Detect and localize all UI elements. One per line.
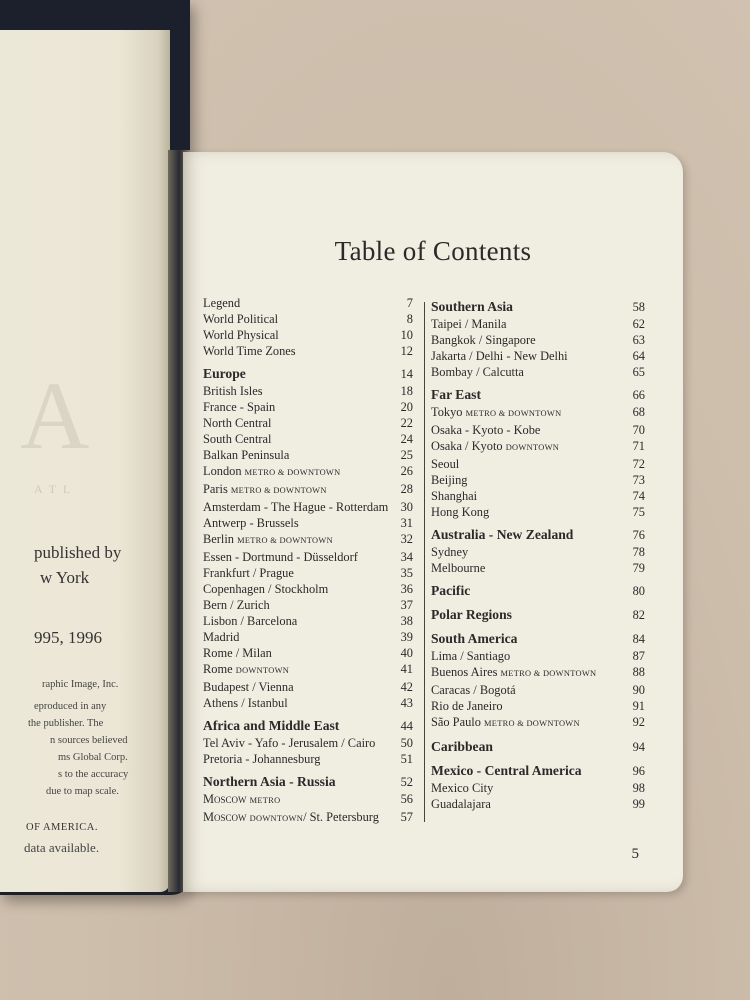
toc-entry-title [431, 630, 517, 648]
toc-entry [203, 791, 413, 809]
toc-entry-title [203, 383, 263, 399]
toc-page-number: 58 [632, 300, 645, 314]
toc-entry [431, 698, 645, 714]
toc-entry [431, 796, 645, 812]
toc-section-header [431, 582, 645, 600]
toc-entry-label: Guadalajara [431, 797, 491, 811]
toc-entry [431, 682, 645, 698]
toc-entry [431, 332, 645, 348]
toc-page-number: 20 [400, 400, 413, 414]
toc-entry [203, 661, 413, 679]
toc-entry-label: Europe [203, 366, 246, 381]
toc-page-number: 34 [400, 550, 413, 564]
toc-entry-title [203, 415, 271, 431]
page-title: Table of Contents [334, 236, 532, 266]
toc-entry [431, 504, 645, 520]
toc-entry-title [203, 463, 341, 481]
toc-page-number: 30 [400, 500, 413, 514]
left-fragment: published by [34, 543, 122, 562]
toc-entry-title [203, 695, 288, 711]
toc-entry-title [203, 717, 339, 735]
toc-entry [431, 404, 645, 422]
toc-column-right [431, 295, 645, 812]
toc-entry [203, 327, 413, 343]
left-fragment: data available. [24, 840, 100, 855]
toc-page-number: 82 [632, 608, 645, 622]
toc-entry [203, 809, 413, 827]
toc-entry-label: South Central [203, 432, 272, 446]
toc-entry [203, 399, 413, 415]
toc-entry-label: British Isles [203, 384, 263, 398]
toc-page-number: 92 [632, 715, 645, 729]
toc-entry-label: Jakarta / Delhi - New Delhi [431, 349, 568, 363]
toc-page-number: 7 [406, 296, 413, 310]
toc-entry-title [431, 348, 568, 364]
toc-entry [203, 295, 413, 311]
toc-entry-label: Moscow [203, 810, 247, 824]
toc-page-number: 91 [632, 699, 645, 713]
toc-entry-title [431, 762, 582, 780]
toc-page-number: 72 [632, 457, 645, 471]
toc-entry-label: Far East [431, 387, 481, 402]
toc-page-number: 41 [400, 662, 413, 676]
toc-entry-title [431, 364, 524, 380]
right-page [183, 152, 683, 892]
toc-entry [431, 438, 645, 456]
left-fragment: s to the accuracy [58, 769, 129, 780]
toc-section-header [431, 386, 645, 404]
left-fragment: raphic Image, Inc. [42, 679, 119, 690]
left-fragment: n sources believed [50, 735, 128, 746]
toc-section-header [431, 630, 645, 648]
toc-entry-title [431, 504, 489, 520]
toc-entry-title [203, 809, 379, 827]
toc-entry-title [431, 332, 536, 348]
toc-entry-title [203, 629, 239, 645]
toc-page-number: 88 [632, 665, 645, 679]
toc-page-number: 28 [400, 482, 413, 496]
toc-section-header [203, 365, 413, 383]
page-number: 5 [631, 846, 639, 862]
toc-entry-title [203, 327, 279, 343]
toc-page-number: 90 [632, 683, 645, 697]
toc-entry-title [203, 531, 333, 549]
toc-entry-label: South America [431, 631, 518, 646]
toc-entry-label: Bangkok / Singapore [431, 333, 536, 347]
toc-entry [431, 780, 645, 796]
toc-entry [203, 679, 413, 695]
toc-entry-title [431, 422, 540, 438]
toc-entry [203, 735, 413, 751]
toc-section-header [431, 738, 645, 756]
left-fragment: eproduced in any [34, 701, 107, 712]
toc-entry-label: World Physical [203, 328, 279, 342]
toc-entry-label: Australia - New Zealand [431, 527, 574, 542]
toc-entry [203, 463, 413, 481]
toc-entry [203, 629, 413, 645]
toc-entry-label: São Paulo [431, 715, 481, 729]
toc-entry-title [203, 399, 275, 415]
toc-entry [203, 447, 413, 463]
toc-page-number: 25 [400, 448, 413, 462]
toc-entry-label: Tel Aviv - Yafo - Jerusalem / Cairo [203, 736, 376, 750]
toc-page-number: 52 [400, 775, 413, 789]
left-fragment: w York [40, 568, 90, 587]
toc-entry-label: Taipei / Manila [431, 317, 507, 331]
toc-entry-title [431, 438, 559, 456]
toc-entry-title [431, 738, 493, 756]
toc-entry-label: Tokyo [431, 405, 463, 419]
toc-page-number: 26 [400, 464, 413, 478]
toc-page-number: 65 [632, 365, 645, 379]
toc-entry-label: Legend [203, 296, 241, 310]
toc-section-header [203, 717, 413, 735]
toc-section-header [431, 606, 645, 624]
toc-page-number: 76 [632, 528, 645, 542]
toc-entry-title [431, 456, 459, 472]
toc-page-number: 36 [400, 582, 413, 596]
toc-entry-title [431, 698, 503, 714]
toc-entry-title [203, 613, 297, 629]
toc-entry-qualifier: METRO & DOWNTOWN [500, 669, 597, 678]
toc-entry [431, 456, 645, 472]
toc-entry-label: World Political [203, 312, 279, 326]
toc-entry-label: Budapest / Vienna [203, 680, 294, 694]
toc-section-header [431, 298, 645, 316]
toc-page-number: 22 [400, 416, 413, 430]
toc-page-number: 71 [632, 439, 645, 453]
toc-entry-label: Rome / Milan [203, 646, 272, 660]
toc-entry-title [431, 544, 468, 560]
toc-page-number: 74 [632, 489, 645, 503]
toc-entry-title [203, 661, 289, 679]
toc-entry [431, 364, 645, 380]
toc-entry-label: Mexico City [431, 781, 494, 795]
toc-entry-label: Pacific [431, 583, 471, 598]
toc-page-number: 18 [400, 384, 413, 398]
left-fragment: the publisher. The [28, 718, 104, 729]
toc-entry-title [203, 581, 328, 597]
toc-page-number: 12 [400, 344, 413, 358]
toc-entry-title [203, 791, 280, 809]
toc-page-number: 78 [632, 545, 645, 559]
toc-entry-label: Balkan Peninsula [203, 448, 290, 462]
toc-page-number: 96 [632, 764, 645, 778]
toc-entry-title [431, 796, 491, 812]
toc-entry [431, 422, 645, 438]
toc-section-header [203, 773, 413, 791]
toc-entry [203, 415, 413, 431]
toc-entry-label: Africa and Middle East [203, 718, 340, 733]
toc-entry-label: Rome [203, 662, 233, 676]
toc-entry-title [203, 311, 278, 327]
toc-entry-title [431, 316, 507, 332]
toc-entry [431, 560, 645, 576]
toc-entry-label: Copenhagen / Stockholm [203, 582, 329, 596]
toc-entry [203, 581, 413, 597]
toc-entry-label: Hong Kong [431, 505, 490, 519]
toc-entry [431, 648, 645, 664]
toc-page-number: 98 [632, 781, 645, 795]
toc-entry-label: Polar Regions [431, 607, 512, 622]
toc-entry-title [203, 679, 294, 695]
toc-entry [203, 515, 413, 531]
toc-entry-title [431, 648, 510, 664]
toc-entry-label: Essen - Dortmund - Düsseldorf [203, 550, 358, 564]
toc-entry-label: Caribbean [431, 739, 493, 754]
toc-entry-label: Rio de Janeiro [431, 699, 503, 713]
toc-page-number: 38 [400, 614, 413, 628]
toc-page-number: 57 [400, 810, 413, 824]
toc-page-number: 51 [400, 752, 413, 766]
toc-entry-title [203, 773, 336, 791]
toc-entry-title [203, 735, 375, 751]
toc-entry [203, 565, 413, 581]
toc-page-number: 42 [400, 680, 413, 694]
toc-entry-title [431, 560, 485, 576]
toc-entry-qualifier: METRO [249, 796, 281, 805]
toc-section-header [431, 526, 645, 544]
toc-entry-label: London [203, 464, 242, 478]
toc-entry-qualifier: DOWNTOWN [235, 666, 290, 675]
toc-page-number: 37 [400, 598, 413, 612]
toc-entry-title [203, 365, 246, 383]
toc-page-number: 56 [400, 792, 413, 806]
toc-entry-title [431, 582, 470, 600]
toc-entry-title [431, 780, 493, 796]
toc-entry-title [203, 515, 299, 531]
toc-entry-title [431, 298, 513, 316]
toc-entry [203, 431, 413, 447]
toc-entry-title [203, 645, 272, 661]
toc-entry [431, 714, 645, 732]
toc-entry [203, 597, 413, 613]
toc-entry-label: Melbourne [431, 561, 486, 575]
toc-entry-title [431, 488, 477, 504]
toc-entry [203, 499, 413, 515]
toc-page-number: 24 [400, 432, 413, 446]
toc-page-number: 87 [632, 649, 645, 663]
toc-page-number: 32 [400, 532, 413, 546]
toc-page-number: 75 [632, 505, 645, 519]
toc-entry-label: World Time Zones [203, 344, 296, 358]
toc-page-number: 8 [406, 312, 413, 326]
toc-entry-label: Seoul [431, 457, 460, 471]
toc-entry-label: Buenos Aires [431, 665, 498, 679]
toc-page-number: 62 [632, 317, 645, 331]
toc-entry [203, 695, 413, 711]
toc-page-number: 64 [632, 349, 645, 363]
toc-entry-label: Southern Asia [431, 299, 513, 314]
toc-entry-label: Caracas / Bogotá [431, 683, 516, 697]
toc-entry [203, 481, 413, 499]
left-fragment: ms Global Corp. [58, 752, 128, 763]
toc-entry-label: Northern Asia - Russia [203, 774, 336, 789]
toc-page-number: 80 [632, 584, 645, 598]
toc-entry-title [431, 714, 580, 732]
toc-entry-title [203, 499, 388, 515]
toc-page-number: 50 [400, 736, 413, 750]
toc-entry-title [431, 682, 516, 698]
toc-entry [203, 531, 413, 549]
toc-entry-title [431, 472, 467, 488]
toc-entry [431, 664, 645, 682]
toc-page-number: 70 [632, 423, 645, 437]
toc-entry [203, 549, 413, 565]
bleed-through-text: A T L [34, 482, 73, 496]
toc-entry [203, 645, 413, 661]
toc-page-number: 79 [632, 561, 645, 575]
toc-page-number: 94 [632, 740, 645, 754]
toc-entry-qualifier: METRO & DOWNTOWN [465, 409, 562, 418]
toc-entry-title [203, 751, 320, 767]
toc-entry-title [431, 404, 561, 422]
toc-entry-title [203, 343, 296, 359]
toc-entry [203, 343, 413, 359]
toc-page-number: 40 [400, 646, 413, 660]
toc-entry-label: Lima / Santiago [431, 649, 511, 663]
toc-entry-label: Mexico - Central America [431, 763, 582, 778]
toc-entry-label: Bern / Zurich [203, 598, 270, 612]
toc-entry-qualifier: METRO & DOWNTOWN [237, 536, 333, 545]
toc-page-number: 66 [632, 388, 645, 402]
toc-entry-qualifier: DOWNTOWN [249, 814, 304, 823]
left-fragment: due to map scale. [46, 786, 119, 797]
toc-entry-title [431, 386, 481, 404]
toc-entry-label: Antwerp - Brussels [203, 516, 299, 530]
toc-entry-label: Amsterdam - The Hague - Rotterdam [203, 500, 389, 514]
toc-entry [431, 316, 645, 332]
toc-entry-label: Pretoria - Johannesburg [203, 752, 321, 766]
toc-entry-label: Osaka - Kyoto - Kobe [431, 423, 541, 437]
toc-entry-title [203, 431, 272, 447]
toc-entry-label: Paris [203, 482, 228, 496]
toc-page-number: 63 [632, 333, 645, 347]
toc-page-number: 84 [632, 632, 645, 646]
left-fragment: OF AMERICA. [26, 822, 99, 833]
toc-entry-title [203, 481, 327, 499]
toc-entry [203, 613, 413, 629]
toc-entry-label: Sydney [431, 545, 469, 559]
left-fragment: 995, 1996 [34, 628, 102, 647]
toc-entry [431, 544, 645, 560]
toc-entry [431, 348, 645, 364]
toc-entry-qualifier: METRO & DOWNTOWN [230, 486, 327, 495]
toc-entry-suffix: / St. Petersburg [303, 810, 379, 824]
toc-entry-label: Athens / Istanbul [203, 696, 288, 710]
toc-entry-label: Madrid [203, 630, 240, 644]
toc-entry-label: Shanghai [431, 489, 478, 503]
toc-entry [431, 472, 645, 488]
toc-entry-title [203, 295, 240, 311]
toc-entry-label: Bombay / Calcutta [431, 365, 524, 379]
left-page [0, 30, 170, 892]
toc-page-number: 44 [400, 719, 413, 733]
toc-entry [431, 488, 645, 504]
bleed-through-letter: A [20, 362, 90, 469]
toc-section-header [431, 762, 645, 780]
toc-page-number: 99 [632, 797, 645, 811]
toc-column-left [203, 295, 413, 827]
toc-page-number: 68 [632, 405, 645, 419]
toc-page-number: 10 [400, 328, 413, 342]
toc-entry-label: Osaka / Kyoto [431, 439, 503, 453]
toc-entry-label: Moscow [203, 792, 247, 806]
toc-page-number: 39 [400, 630, 413, 644]
toc-entry-title [431, 664, 596, 682]
column-divider [424, 302, 425, 822]
toc-entry [203, 751, 413, 767]
toc-entry-label: Frankfurt / Prague [203, 566, 294, 580]
toc-entry-qualifier: METRO & DOWNTOWN [484, 719, 580, 728]
toc-entry [203, 311, 413, 327]
toc-page-number: 14 [400, 367, 413, 381]
toc-entry-label: France - Spain [203, 400, 276, 414]
toc-entry-title [431, 526, 573, 544]
toc-page-number: 43 [400, 696, 413, 710]
toc-entry-title [203, 447, 289, 463]
toc-entry [203, 383, 413, 399]
toc-entry-title [203, 597, 270, 613]
toc-entry-label: Lisbon / Barcelona [203, 614, 298, 628]
toc-entry-qualifier: DOWNTOWN [505, 443, 560, 452]
toc-page-number: 31 [400, 516, 413, 530]
toc-page-number: 35 [400, 566, 413, 580]
toc-entry-qualifier: METRO & DOWNTOWN [244, 468, 341, 477]
toc-entry-title [431, 606, 512, 624]
toc-page-number: 73 [632, 473, 645, 487]
toc-entry-label: Berlin [203, 532, 234, 546]
toc-entry-label: Beijing [431, 473, 468, 487]
toc-entry-label: North Central [203, 416, 272, 430]
toc-entry-title [203, 549, 358, 565]
toc-entry-title [203, 565, 294, 581]
